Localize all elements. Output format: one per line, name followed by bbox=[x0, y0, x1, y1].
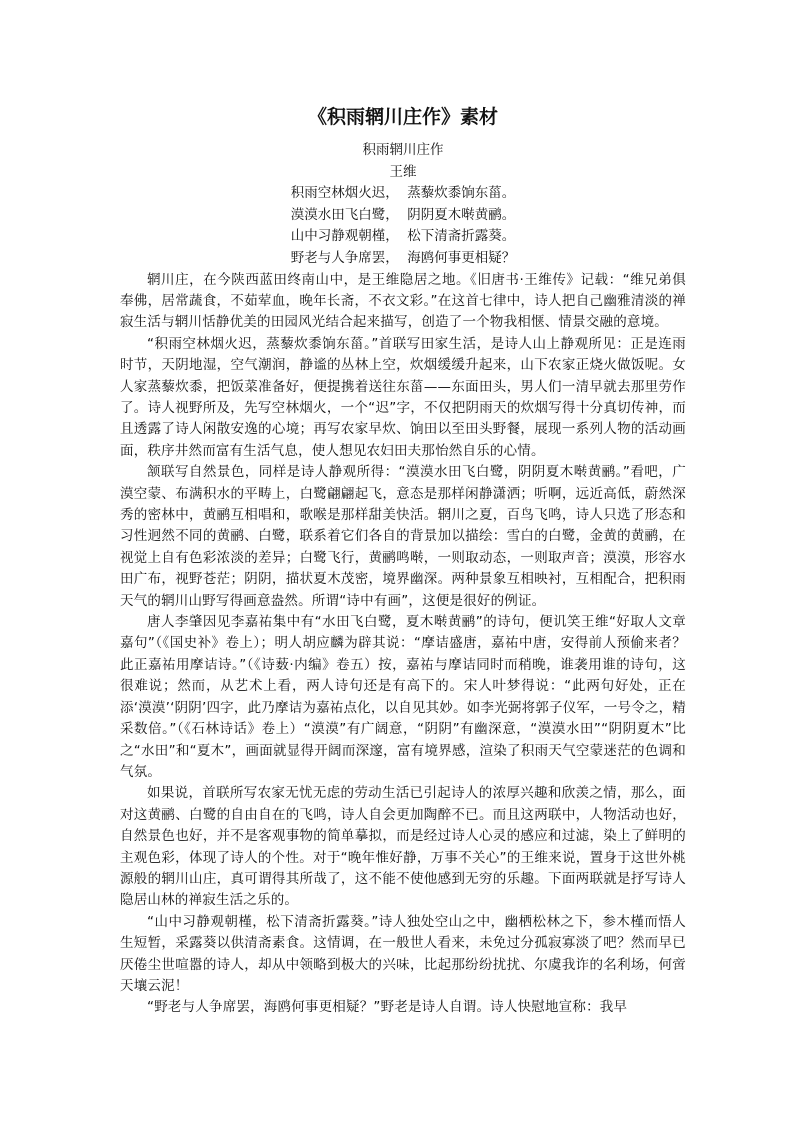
poem-title: 积雨辋川庄作 bbox=[362, 142, 444, 158]
commentary-body bbox=[120, 270, 686, 1019]
poem-line: 积雨空林烟火迟， 蒸藜炊黍饷东菑。 bbox=[290, 185, 516, 202]
poem-line: 漠漠水田飞白鹭， 阴阴夏木啭黄鹂。 bbox=[290, 206, 516, 223]
poem-line: 山中习静观朝槿， 松下清斋折露葵。 bbox=[290, 228, 516, 245]
document-page bbox=[120, 100, 686, 1019]
poem-author: 王维 bbox=[389, 163, 417, 180]
paragraph: 辋川庄，在今陕西蓝田终南山中，是王维隐居之地。《旧唐书·王维传》记载：“维兄弟俱奉佛，居常蔬食，不茹荤血，晚年长斋，不衣文彩。”在这首七律中，诗人把自己幽雅清淡的禅寂生活与辋川恬静优美的田园风光结合起来描写，创造了一个物我相惬、情景交融的意境。 bbox=[120, 271, 686, 331]
poem-line: 野老与人争席罢， 海鸥何事更相疑？ bbox=[290, 249, 516, 266]
paragraph: 颔联写自然景色，同样是诗人静观所得：“漠漠水田飞白鹭，阴阴夏木啭黄鹂。”看吧，广漠空蒙、布满积水的平畴上，白鹭翩翩起飞，意态是那样闲静潇洒；听啊，远近高低，蔚然深秀的密林中，黄鹂互相唱和，歌喉是那样甜美快活。辋川之夏，百鸟飞鸣，诗人只选了形态和习性迥然不同的黄鹂、白鹭，联系着它们各自的背景加以描绘：雪白的白鹭，金黄的黄鹂，在视觉上自有色彩浓淡的差异；白鹭飞行，黄鹂鸣啭，一则取动态，一则取声音；漠漠，形容水田广布，视野苍茫；阴阴，描状夏木茂密，境界幽深。两种景象互相映衬，互相配合，把积雨天气的辋川山野写得画意盎然。所谓“诗中有画”，这便是很好的例证。 bbox=[120, 464, 686, 609]
paragraph: “积雨空林烟火迟，蒸藜炊黍饷东菑。”首联写田家生活，是诗人山上静观所见：正是连雨时节，天阴地湿，空气潮润，静谧的丛林上空，炊烟缓缓升起来，山下农家正烧火做饭呢。女人家蒸藜炊黍，把饭菜准备好，便提携着送往东菑——东面田头，男人们一清早就去那里劳作了。诗人视野所及，先写空林烟火，一个“迟”字，不仅把阴雨天的炊烟写得十分真切传神，而且透露了诗人闲散安逸的心境；再写农家早炊、饷田以至田头野餐，展现一系列人物的活动画面，秩序井然而富有生活气息，使人想见农妇田夫那怡然自乐的心情。 bbox=[120, 335, 686, 459]
paragraph: 如果说，首联所写农家无忧无虑的劳动生活已引起诗人的浓厚兴趣和欣羡之情，那么，面对这黄鹂、白鹭的自由自在的飞鸣，诗人自会更加陶醉不已。而且这两联中，人物活动也好，自然景色也好，并不是客观事物的简单摹拟，而是经过诗人心灵的感应和过滤，染上了鲜明的主观色彩，体现了诗人的个性。对于“晚年惟好静，万事不关心”的王维来说，置身于这世外桃源般的辋川山庄，真可谓得其所哉了，这不能不使他感到无穷的乐趣。下面两联就是抒写诗人隐居山林的禅寂生活之乐的。 bbox=[120, 785, 686, 909]
paragraph: “野老与人争席罢，海鸥何事更相疑？”野老是诗人自谓。诗人快慰地宣称：我早 bbox=[147, 999, 628, 1016]
paragraph: 唐人李肇因见李嘉祐集中有“水田飞白鹭，夏木啭黄鹂”的诗句，便讥笑王维“好取人文章嘉句”（《国史补》卷上）；明人胡应麟为辟其说：“摩诘盛唐，嘉祐中唐，安得前人预偷来者？此正嘉祐用摩诘诗。”（《诗薮·内编》卷五）按，嘉祐与摩诘同时而稍晚，谁袭用谁的诗句，这很难说；然而，从艺术上看，两人诗句还是有高下的。宋人叶梦得说：“此两句好处，正在添‘漠漠’‘阴阴’四字，此乃摩诘为嘉祐点化，以自见其妙。如李光弼将郭子仪军，一号令之，精采数倍。”（《石林诗话》卷上）“漠漠”有广阔意，“阴阴”有幽深意，“漠漠水田”“阴阴夏木”比之“水田”和“夏木”，画面就显得开阔而深邃，富有境界感，渲染了积雨天气空蒙迷茫的色调和气氛。 bbox=[120, 614, 686, 780]
document-title: 《积雨辋川庄作》素材 bbox=[307, 106, 498, 128]
poem-block bbox=[120, 140, 686, 270]
paragraph: “山中习静观朝槿，松下清斋折露葵。”诗人独处空山之中，幽栖松林之下，参木槿而悟人生短暂，采露葵以供清斋素食。这情调，在一般世人看来，未免过分孤寂寡淡了吧？然而早已厌倦尘世喧嚣的诗人，却从中领略到极大的兴味，比起那纷纷扰扰、尔虞我诈的名利场，何啻天壤云泥！ bbox=[120, 913, 686, 994]
